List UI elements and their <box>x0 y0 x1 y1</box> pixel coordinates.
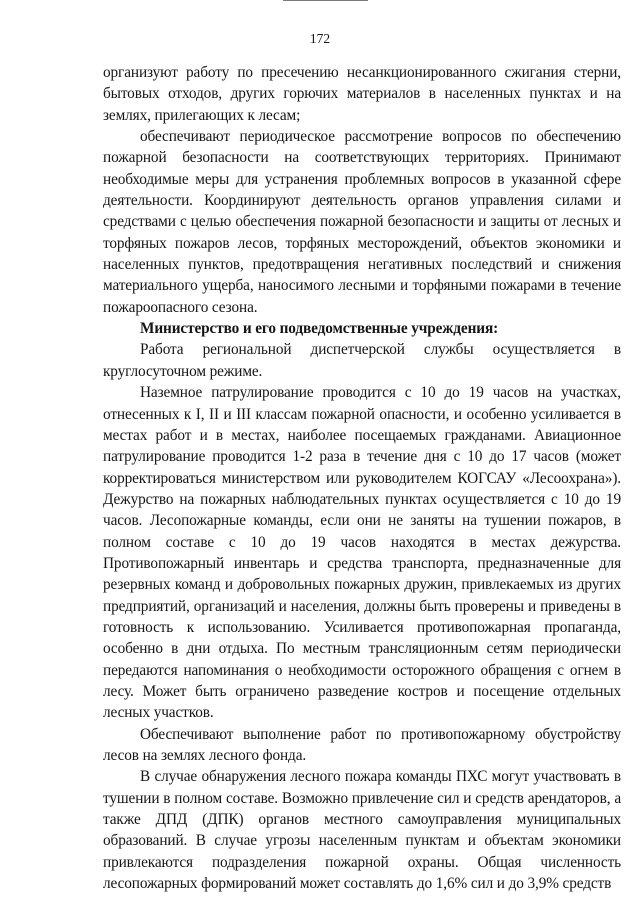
section-heading-ministry: Министерство и его подведомственные учреждения: <box>140 320 499 338</box>
paragraph-patrolling: Наземное патрулирование проводится с 10 до 19 часов на участках, отнесенных к I, II и III классам пожарной опасности, и особенно усиливается в местах работ и в местах, наиболее посещаемых гражданами. Авиационное патрулирование проводится 1-2 раза в течение дня с 10 до 17 часов (может корректироваться министерством или руководителем КОГСАУ «Лесоохрана»). Дежурство на пожарных наблюдательных пунктах осуществляется с 10 до 19 часов. Лесопожарные команды, если они не заняты на тушении пожаров, в полном составе с 10 до 19 часов находятся в местах дежурства. Противопожарный инвентарь и средства транспорта, предназначенные для резервных команд и добровольных пожарных дружин, привлекаемых из других предприятий, организаций и населения, должны быть проверены и приведены в готовность к использованию. Усиливается противопожарная пропаганда, особенно в дни отдыха. По местным трансляционным сетям периодически передаются напоминания о необходимости осторожного обращения с огнем в лесу. Может быть ограничено разведение костров и посещение отдельных лесных участков. <box>103 384 621 722</box>
paragraph-fire-safety-review: обеспечивают периодическое рассмотрение вопросов по обеспечению пожарной безопасности на соответствующих территориях. Принимают необходимые меры для устранения проблемных вопросов в указанной сфере деятельности. Координируют деятельность органов управления силами и средствами с целью обеспечения пожарной безопасности и защиты от лесных и торфяных пожаров лесов, торфяных месторождений, объектов экономики и населенных пунктов, предотвращения негативных последствий и снижения материального ущерба, наносимого лесными и торфяными пожарами в течение пожароопасного сезона. <box>103 128 621 316</box>
page-number: 172 <box>309 31 331 46</box>
paragraph-fire-prevention-works: Обеспечивают выполнение работ по противопожарному обустройству лесов на землях лесного фонда. <box>103 725 621 764</box>
paragraph-dispatch-service: Работа региональной диспетчерской службы осуществляется в круглосуточном режиме. <box>103 341 621 380</box>
document-body <box>103 62 621 894</box>
paragraph-fire-response: В случае обнаружения лесного пожара команды ПХС могут участвовать в тушении в полном составе. Возможно привлечение сил и средств арендаторов, а также ДПД (ДПК) органов местного самоуправления муниципальных образований. В случае угрозы населенным пунктам и объектам экономики привлекаются подразделения пожарной охраны. Общая численность лесопожарных формирований может составлять до 1,6% сил и до 3,9% средств <box>103 768 621 893</box>
scan-edge-line <box>283 0 368 1</box>
paragraph-continuation: организуют работу по пресечению несанкционированного сжигания стерни, бытовых отходов, других горючих материалов в населенных пунктах и на землях, прилегающих к лесам; <box>103 64 621 124</box>
